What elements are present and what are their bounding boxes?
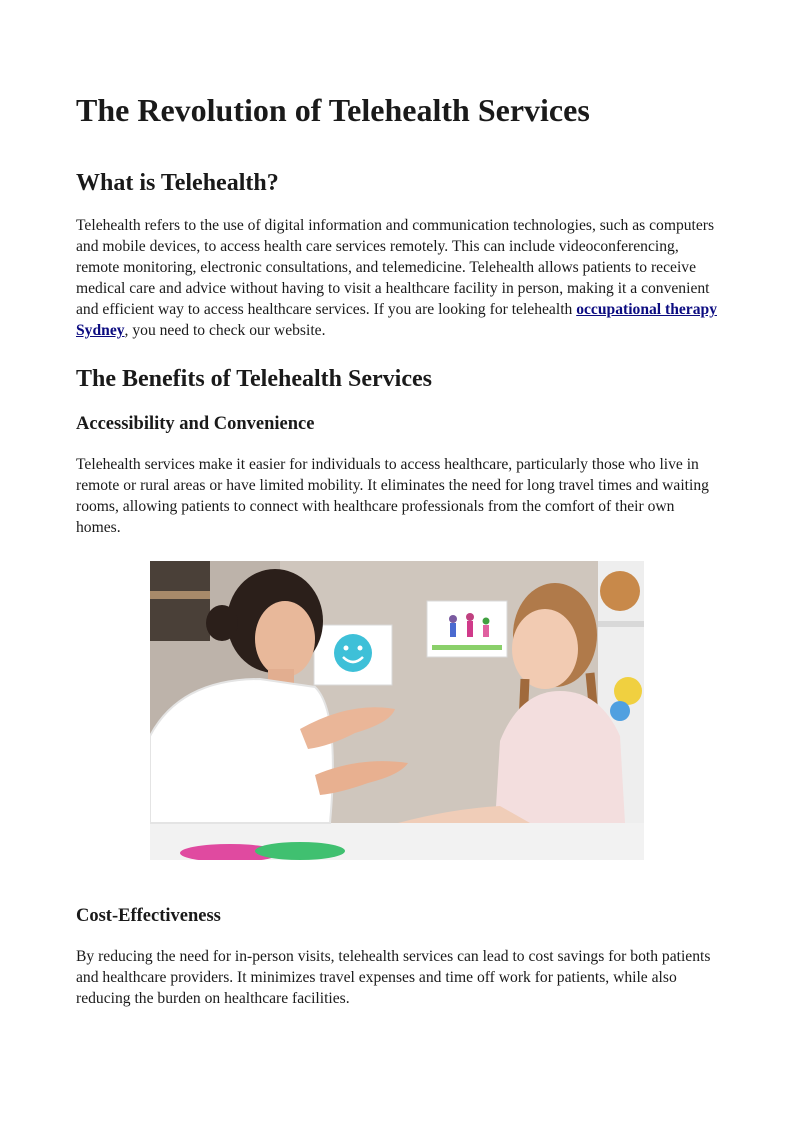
- paragraph-cost-effectiveness: By reducing the need for in-person visits, telehealth services can lead to cost savings for both patients and healthcare providers. It minimizes travel expenses and time off work for patients, while also reducing the burden on healthcare facilities.: [76, 948, 711, 1007]
- page-title: The Revolution of Telehealth Services: [76, 92, 590, 128]
- subheading-accessibility: Accessibility and Convenience: [76, 414, 315, 434]
- paragraph-text-end: , you need to check our website.: [124, 322, 326, 339]
- section-heading-what-is-telehealth: What is Telehealth?: [76, 170, 279, 196]
- paragraph-what-is-telehealth: [76, 215, 718, 341]
- subheading-cost-effectiveness: Cost-Effectiveness: [76, 906, 221, 926]
- therapy-session-photo: [150, 561, 644, 860]
- occupational-therapy-link[interactable]: occupational therapy Sydney: [76, 301, 717, 339]
- paragraph-accessibility: Telehealth services make it easier for individuals to access healthcare, particularly those who live in remote or rural areas or have limited mobility. It eliminates the need for long travel times and waiting rooms, allowing patients to connect with healthcare professionals from the comfort of their own homes.: [76, 456, 709, 536]
- paragraph-text: Telehealth refers to the use of digital information and communication technologies, such as computers and mobile devices, to access health care services remotely. This can include videoconferencing, remote monitoring, electronic consultations, and telemedicine. Telehealth allows patients to receive medical care and advice without having to visit a healthcare facility in person, making it a convenient and efficient way to access healthcare services. If you are looking for telehealth: [76, 217, 715, 318]
- section-heading-benefits: The Benefits of Telehealth Services: [76, 366, 432, 392]
